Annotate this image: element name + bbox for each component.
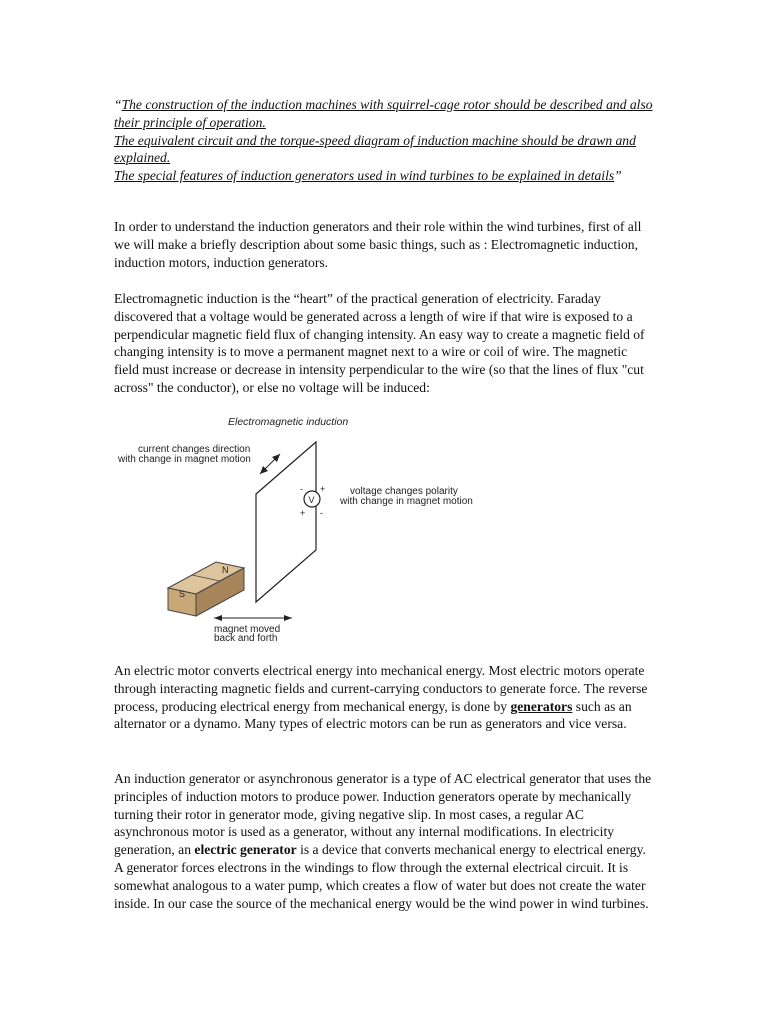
- electric-generator-term: electric generator: [194, 842, 297, 858]
- magnet-label-line1: magnet moved: [214, 624, 281, 635]
- magnet-south-pole: S: [179, 589, 186, 599]
- current-label-line2: with change in magnet motion: [118, 454, 251, 465]
- paragraph-induction-generator: [114, 770, 654, 912]
- magnet-bar: [168, 562, 244, 616]
- paragraph-electric-motor: [114, 662, 654, 733]
- current-label-line1: current changes direction: [138, 444, 251, 455]
- open-quote-mark: “: [114, 97, 122, 112]
- electromagnetic-induction-figure: [110, 412, 530, 644]
- magnet-label-line2: back and forth: [214, 633, 278, 644]
- plus-bottom-label: +: [300, 508, 306, 518]
- voltage-label-line1: voltage changes polarity: [350, 486, 458, 497]
- paragraph-induction-generator-start: An induction generator or asynchronous generator is a type of AC electrical generator that uses the principles of induction motors to produce power. Induction generators operate by mechanically turning their rotor in generator mode, giving negative slip. In most cases, a regular AC asynchronous motor is used as a generator, without any internal modifications. In electricity generation, an: [114, 771, 652, 858]
- figure-title: Electromagnetic induction: [228, 416, 349, 428]
- generators-term: generators: [510, 698, 573, 714]
- magnet-north-pole: N: [222, 565, 229, 575]
- motion-arrowhead-right: [284, 615, 292, 621]
- motion-arrowhead-left: [214, 615, 222, 621]
- close-quote-mark: ”: [614, 168, 622, 184]
- paragraph-electromagnetic-induction: Electromagnetic induction is the “heart” of the practical generation of electricity. Faraday discovered that a voltage would be generated across a length of wire if that wire is exposed to a perpendicular magnetic field flux of changing intensity. An easy way to create a magnetic field of changing intensity is to move a permanent magnet next to a wire or coil of wire. The magnetic field must increase or decrease in intensity perpendicular to the wire (so that the lines of flux "cut across" the conductor), or else no voltage will be induced:: [114, 291, 645, 395]
- plus-top-label: +: [320, 484, 326, 494]
- quote-line-construction: The construction of the induction machines with squirrel-cage rotor should be described and also their principle of operation.: [114, 97, 653, 130]
- induction-diagram: [110, 412, 530, 644]
- assignment-quote: [114, 96, 654, 185]
- voltage-label-line2: with change in magnet motion: [340, 496, 473, 507]
- paragraph-introduction: In order to understand the induction generators and their role within the wind turbines, first of all we will make a briefly description about some basic things, such as : Electromagnetic induction, induction motors, induction generators.: [114, 219, 642, 270]
- minus-bottom-label: -: [320, 508, 323, 518]
- paragraph-induction-generator-end: is a device that converts mechanical energy to electrical energy. A generator forces electrons in the windings to flow through the external electrical circuit. It is somewhat analogous to a water pump, which creates a flow of water but does not create the water inside. In our case the source of the mechanical energy would be the wind power in wind turbines.: [114, 842, 649, 911]
- paragraph-electric-motor-end: such as an alternator or a dynamo. Many types of electric motors can be run as generators and vice versa.: [114, 698, 632, 732]
- minus-top-label: -: [300, 484, 303, 494]
- quote-line-equivalent-circuit: The equivalent circuit and the torque-speed diagram of induction machine should be drawn and explained.: [114, 132, 636, 166]
- voltmeter-symbol: V: [308, 495, 315, 505]
- quote-line-wind-turbines: The special features of induction generators used in wind turbines to be explained in details: [114, 168, 615, 184]
- paragraph-electric-motor-start: An electric motor converts electrical energy into mechanical energy. Most electric motors operate through interacting magnetic fields and current-carrying conductors to generate force. The reverse process, producing electrical energy from mechanical energy, is done by: [114, 663, 648, 714]
- wire-loop: [256, 442, 316, 602]
